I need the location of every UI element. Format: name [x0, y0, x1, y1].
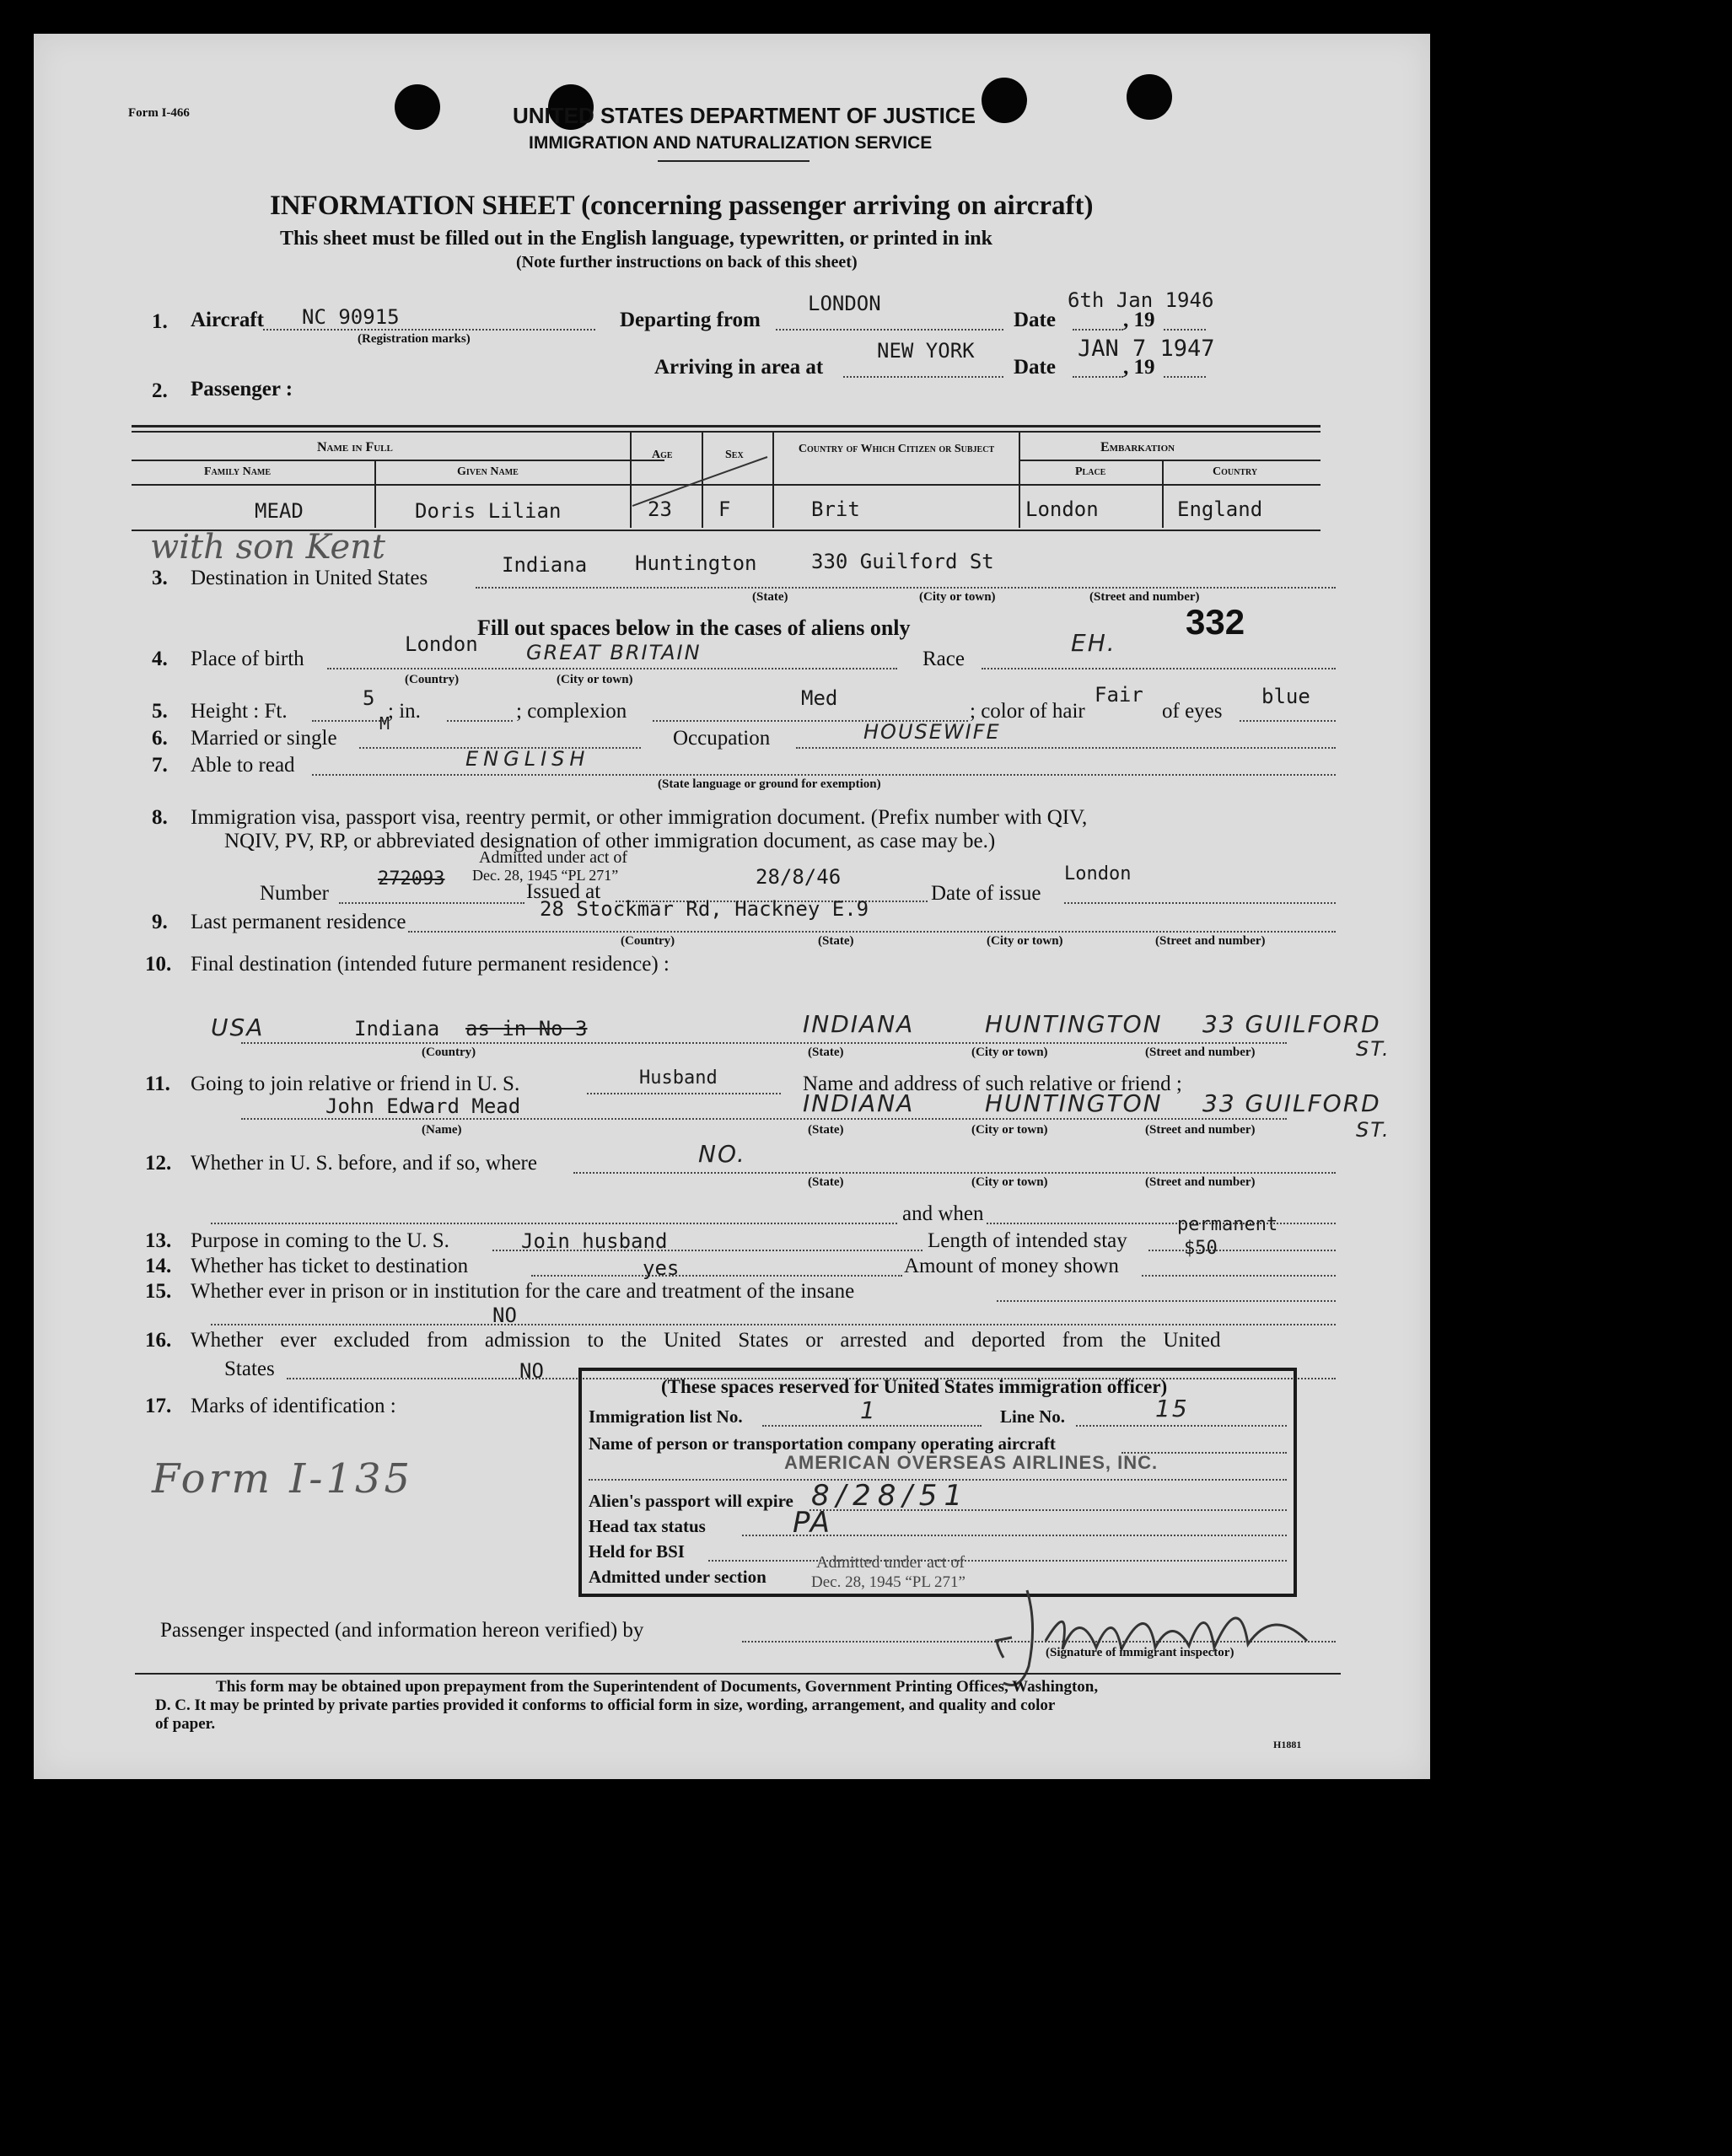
- height-in-line: [447, 720, 513, 722]
- issued-value: 28/8/46: [756, 865, 842, 889]
- year-suffix-2: , 19: [1123, 356, 1155, 379]
- item-number-14: 14.: [145, 1255, 172, 1277]
- item-number-11: 11.: [145, 1073, 170, 1095]
- married-label: Married or single: [191, 727, 337, 750]
- citizen-value: Brit: [811, 497, 860, 521]
- complexion-label: ; complexion: [516, 700, 627, 723]
- embarkation-header-rule: [1019, 460, 1321, 461]
- embarkation-header: Embarkation: [1100, 440, 1175, 454]
- arrival-date: JAN 7 1947: [1078, 336, 1215, 362]
- agency-line-2: IMMIGRATION AND NATURALIZATION SERVICE: [529, 133, 933, 153]
- officer-section-label: Admitted under section: [589, 1567, 766, 1587]
- table-col-divider: [1162, 460, 1164, 528]
- occupation-line: [796, 747, 1336, 749]
- year-suffix-1: , 19: [1123, 309, 1155, 331]
- caption-final-city: (City or town): [971, 1046, 1048, 1059]
- punch-hole: [395, 84, 440, 130]
- relative-city: HUNTINGTON: [985, 1089, 1163, 1117]
- residence-line: [408, 931, 1336, 933]
- purpose-value: Join husband: [521, 1229, 668, 1253]
- ticket-line: [531, 1275, 902, 1277]
- destination-state: Indiana: [502, 553, 588, 577]
- admitted-note-1: Admitted under act of: [479, 848, 628, 867]
- table-top-rule: [132, 425, 1321, 427]
- relation-line: [587, 1093, 781, 1094]
- officer-line-label: Line No.: [1000, 1406, 1066, 1427]
- arriving-value: NEW YORK: [877, 339, 975, 363]
- passenger-label: Passenger :: [191, 378, 293, 401]
- read-label: Able to read: [191, 754, 295, 777]
- signature-caption: (Signature of immigrant inspector): [1046, 1646, 1234, 1659]
- caption-city: (City or town): [919, 590, 996, 604]
- footer-rule: [135, 1673, 1341, 1675]
- money-line: [1142, 1275, 1336, 1277]
- year-line-1: [1164, 329, 1206, 331]
- item-number-3: 3.: [152, 567, 168, 589]
- footer-code: H1881: [1273, 1739, 1302, 1750]
- aircraft-line: [263, 329, 595, 331]
- relative-street-2: ST.: [1356, 1118, 1390, 1142]
- final-city: HUNTINGTON: [985, 1010, 1163, 1038]
- officer-passport-value: 8/28/51: [811, 1479, 970, 1513]
- relative-address-label: Name and address of such relative or friend ;: [803, 1073, 1182, 1095]
- caption-state: (State): [752, 590, 788, 604]
- caption-final-country: (Country): [422, 1046, 476, 1059]
- height-in-label: ; in.: [388, 700, 421, 723]
- number-line: [339, 902, 524, 904]
- caption-relative-street: (Street and number): [1145, 1123, 1256, 1137]
- final-state: INDIANA: [803, 1010, 915, 1038]
- departing-label: Departing from: [620, 309, 761, 331]
- read-line: [312, 774, 1336, 776]
- date-issue-value: London: [1064, 863, 1132, 884]
- arriving-label: Arriving in area at: [654, 356, 824, 379]
- caption-birth-country: (Country): [405, 673, 460, 686]
- item-number-4: 4.: [152, 648, 168, 670]
- document-number: 272093: [378, 868, 445, 890]
- birth-country: London: [405, 632, 478, 656]
- name-in-full-header: Name in Full: [317, 440, 393, 454]
- officer-headtax-value: PA: [793, 1506, 832, 1540]
- agency-line-1: UNITED STATES DEPARTMENT OF JUSTICE: [513, 103, 976, 128]
- issued-label: Issued at: [526, 880, 601, 903]
- embark-place-value: London: [1025, 497, 1099, 521]
- final-destination-line: [241, 1042, 1287, 1044]
- prison-label: Whether ever in prison or in institution for the care and treatment of the insane: [191, 1280, 855, 1303]
- stay-line: [1148, 1250, 1336, 1251]
- information-sheet: [34, 34, 1430, 1779]
- money-label: Amount of money shown: [904, 1255, 1119, 1277]
- footer-line-2: D. C. It may be printed by private parties provided it conforms to official form in size, wording, arrangement, and quality and color: [155, 1696, 1056, 1714]
- complexion-value: Med: [801, 686, 838, 710]
- eyes-value: blue: [1261, 685, 1310, 708]
- excluded-label-1: Whether ever excluded from admission to the United States or arrested and deported from the United: [191, 1329, 1221, 1352]
- table-diagonal-stroke: [624, 447, 776, 514]
- age-header: Age: [652, 449, 673, 461]
- occupation-value: HOUSEWIFE: [863, 720, 1001, 744]
- officer-section-value-1: Admitted under act of: [816, 1553, 966, 1572]
- officer-list-line: [762, 1425, 982, 1427]
- caption-res-city: (City or town): [987, 934, 1063, 948]
- prison-value: NO: [492, 1304, 517, 1327]
- residence-label: Last permanent residence: [191, 911, 406, 933]
- caption-final-state: (State): [808, 1046, 844, 1059]
- place-header: Place: [1075, 465, 1106, 478]
- prison-line-2: [211, 1324, 1336, 1325]
- caption-relative-city: (City or town): [971, 1123, 1048, 1137]
- money-value: $50: [1184, 1238, 1218, 1259]
- officer-person-label: Name of person or transportation company operating aircraft: [589, 1433, 1056, 1454]
- relative-line: [241, 1118, 1287, 1120]
- country-header: Country: [1213, 465, 1258, 478]
- identification-handwritten: Form I-135: [152, 1455, 414, 1503]
- number-label: Number: [260, 882, 329, 905]
- birth-label: Place of birth: [191, 648, 304, 670]
- race-line: [982, 668, 1336, 669]
- visa-text-2: NQIV, PV, RP, or abbreviated designation of other immigration document, as case may be.): [224, 830, 996, 852]
- agency-underline: [658, 160, 810, 162]
- officer-list-value: 1: [860, 1396, 877, 1424]
- caption-street: (Street and number): [1089, 590, 1200, 604]
- embark-country-value: England: [1177, 497, 1263, 521]
- item-number-9: 9.: [152, 911, 168, 933]
- and-when-line-left: [211, 1223, 897, 1224]
- date-line-1: [1073, 329, 1123, 331]
- item-number-15: 15.: [145, 1280, 172, 1303]
- table-top-rule-2: [132, 431, 1321, 433]
- caption-final-street: (Street and number): [1145, 1046, 1256, 1059]
- aircraft-label: Aircraft: [191, 309, 264, 331]
- prison-line-1: [997, 1300, 1336, 1302]
- officer-section-value-2: Dec. 28, 1945 “PL 271”: [811, 1573, 966, 1591]
- item-number-16: 16.: [145, 1329, 172, 1352]
- aircraft-value: NC 90915: [302, 305, 400, 329]
- relative-name: John Edward Mead: [325, 1094, 521, 1118]
- previous-us-label: Whether in U. S. before, and if so, where: [191, 1152, 537, 1175]
- officer-headtax-label: Head tax status: [589, 1516, 706, 1536]
- identification-label: Marks of identification :: [191, 1395, 396, 1417]
- stay-label: Length of intended stay: [928, 1229, 1127, 1252]
- read-value: ENGLISH: [465, 747, 590, 771]
- hair-label: ; color of hair: [970, 700, 1085, 723]
- caption-res-country: (Country): [621, 934, 675, 948]
- family-name-header: Family Name: [204, 465, 272, 478]
- ticket-label: Whether has ticket to destination: [191, 1255, 469, 1277]
- and-when-line-right: [987, 1223, 1336, 1224]
- date-line-2: [1073, 376, 1123, 378]
- stamped-number: 332: [1186, 602, 1245, 642]
- punch-hole: [1127, 74, 1172, 120]
- date-issue-label: Date of issue: [931, 882, 1041, 905]
- birth-city: GREAT BRITAIN: [526, 641, 702, 664]
- previous-us-line: [573, 1172, 1336, 1174]
- handwritten-note-son: with son Kent: [150, 528, 385, 567]
- sex-value: F: [718, 497, 731, 521]
- year-line-2: [1164, 376, 1206, 378]
- departing-value: LONDON: [808, 292, 881, 315]
- item-number-5: 5.: [152, 700, 168, 723]
- given-name-header: Given Name: [457, 465, 519, 478]
- join-relative-label: Going to join relative or friend in U. S.: [191, 1073, 520, 1095]
- arriving-line: [843, 376, 1003, 378]
- officer-line-value: 15: [1155, 1395, 1189, 1422]
- sex-header: Sex: [725, 449, 744, 461]
- race-label: Race: [922, 648, 965, 670]
- item-number-13: 13.: [145, 1229, 172, 1252]
- final-typed: Indiana: [354, 1017, 440, 1040]
- item-number-12: 12.: [145, 1152, 172, 1175]
- destination-label: Destination in United States: [191, 567, 428, 589]
- name-header-rule: [132, 460, 664, 461]
- table-col-divider: [1019, 432, 1020, 528]
- purpose-label: Purpose in coming to the U. S.: [191, 1229, 449, 1252]
- family-name-value: MEAD: [255, 499, 304, 523]
- final-country: USA: [211, 1013, 265, 1041]
- eyes-label: of eyes: [1162, 700, 1223, 723]
- punch-hole: [982, 78, 1027, 123]
- destination-street: 330 Guilford St: [811, 550, 994, 573]
- race-value: EH.: [1071, 629, 1116, 657]
- caption-relative-state: (State): [808, 1123, 844, 1137]
- relation-value: Husband: [639, 1067, 718, 1089]
- final-destination-label: Final destination (intended future permanent residence) :: [191, 953, 670, 976]
- registration-marks-caption: (Registration marks): [358, 332, 471, 346]
- date-label-1: Date: [1014, 309, 1056, 331]
- final-typed-struck: as in No 3: [465, 1017, 588, 1040]
- residence-value: 28 Stockmar Rd, Hackney E.9: [540, 897, 869, 921]
- officer-passport-label: Alien's passport will expire: [589, 1491, 793, 1511]
- item-number-10: 10.: [145, 953, 172, 976]
- departure-date: 6th Jan 1946: [1068, 288, 1214, 312]
- caption-relative-name: (Name): [422, 1123, 462, 1137]
- caption-prev-city: (City or town): [971, 1175, 1048, 1189]
- officer-bsi-line: [708, 1560, 1287, 1562]
- aliens-only-header: Fill out spaces below in the cases of aliens only: [477, 616, 911, 640]
- given-name-value: Doris Lilian: [415, 499, 562, 523]
- destination-city: Huntington: [635, 551, 757, 575]
- sheet-subtitle: This sheet must be filled out in the English language, typewritten, or printed in ink: [280, 228, 992, 250]
- caption-prev-street: (Street and number): [1145, 1175, 1256, 1189]
- date-label-2: Date: [1014, 356, 1056, 379]
- excluded-label-2: States: [224, 1358, 275, 1380]
- footer-line-3: of paper.: [155, 1715, 216, 1733]
- and-when-label: and when: [902, 1202, 984, 1225]
- item-number-8: 8.: [152, 806, 168, 829]
- married-value: M: [379, 713, 390, 734]
- admitted-note-2: Dec. 28, 1945 “PL 271”: [472, 867, 619, 884]
- height-label: Height : Ft.: [191, 700, 288, 723]
- destination-line: [476, 587, 1336, 589]
- officer-box: [578, 1368, 1297, 1597]
- caption-res-street: (Street and number): [1155, 934, 1266, 948]
- final-street-2: ST.: [1356, 1037, 1390, 1061]
- sheet-note: (Note further instructions on back of this sheet): [516, 253, 858, 272]
- officer-box-title: (These spaces reserved for United States immigration officer): [661, 1376, 1168, 1397]
- officer-list-label: Immigration list No.: [589, 1406, 743, 1427]
- item-number-2: 2.: [152, 379, 168, 402]
- citizen-header: Country of Which Citizen or Subject: [798, 443, 995, 455]
- table-col-divider: [374, 460, 376, 528]
- height-ft-value: 5: [363, 686, 375, 710]
- officer-bsi-label: Held for BSI: [589, 1541, 685, 1562]
- excluded-value: NO: [519, 1359, 544, 1383]
- departing-line: [776, 329, 1003, 331]
- ticket-value: yes: [643, 1256, 680, 1280]
- inspected-label: Passenger inspected (and information hereon verified) by: [160, 1619, 644, 1642]
- age-value: 23: [648, 497, 672, 521]
- previous-us-value: NO.: [698, 1140, 746, 1168]
- height-ft-line: [312, 720, 386, 722]
- stay-value: permanent: [1177, 1214, 1278, 1235]
- hair-value: Fair: [1095, 683, 1143, 707]
- item-number-1: 1.: [152, 310, 168, 333]
- caption-prev-state: (State): [808, 1175, 844, 1189]
- footer-line-1: This form may be obtained upon prepayment from the Superintendent of Documents, Government Printing Offices, Washington,: [216, 1678, 1099, 1696]
- officer-line-line: [1076, 1425, 1287, 1427]
- read-caption: (State language or ground for exemption): [658, 777, 881, 791]
- relative-state: INDIANA: [803, 1089, 915, 1117]
- sheet-title: INFORMATION SHEET (concerning passenger arriving on aircraft): [270, 191, 1094, 221]
- birth-line: [327, 668, 897, 669]
- item-number-17: 17.: [145, 1395, 172, 1417]
- date-issue-line: [1064, 902, 1336, 904]
- eyes-line: [1240, 720, 1336, 722]
- item-number-6: 6.: [152, 727, 168, 750]
- relative-street: 33 GUILFORD: [1202, 1089, 1381, 1117]
- caption-birth-city: (City or town): [557, 673, 633, 686]
- airline-stamp: AMERICAN OVERSEAS AIRLINES, INC.: [784, 1452, 1159, 1473]
- item-number-7: 7.: [152, 754, 168, 777]
- occupation-label: Occupation: [673, 727, 771, 750]
- visa-text-1: Immigration visa, passport visa, reentry permit, or other immigration document. (Prefix number with QIV,: [191, 806, 1088, 829]
- caption-res-state: (State): [818, 934, 854, 948]
- form-number: Form I-466: [128, 106, 190, 120]
- final-street: 33 GUILFORD: [1202, 1010, 1381, 1038]
